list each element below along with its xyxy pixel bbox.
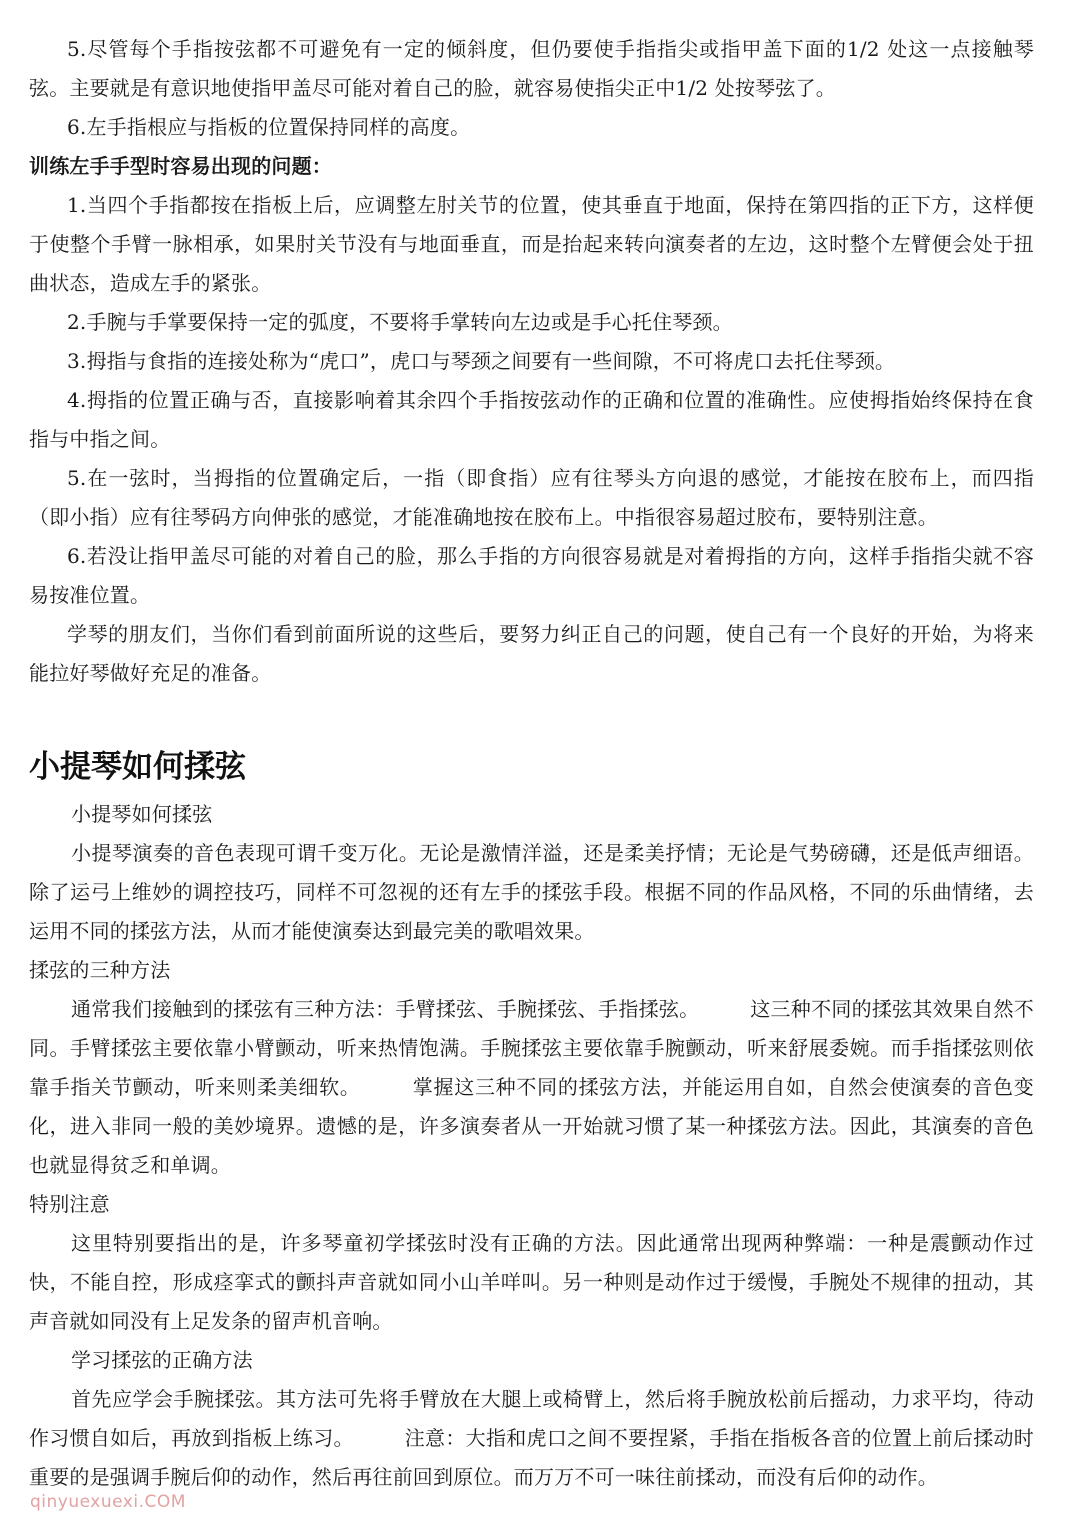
subtitle: 小提琴如何揉弦 bbox=[71, 802, 213, 826]
document-page bbox=[29, 30, 1034, 1497]
problems-title: 训练左手手型时容易出现的问题： bbox=[29, 154, 332, 178]
learn-paragraph: 首先应学会手腕揉弦。其方法可先将手臂放在大腿上或椅臂上，然后将手腕放松前后摇动，力求平均，待动作习惯自如后，再放到指板上练习。 注意：大指和虎口之间不要捏紧，手指在指板各音的位置上前后揉动时重要的是强调手腕后仰的动作，然后再往前回到原位。而万万不可一味往前揉动，而没有后仰的动作。 bbox=[29, 1387, 1034, 1489]
closing-paragraph: 学琴的朋友们，当你们看到前面所说的这些后，要努力纠正自己的问题，使自己有一个良好的开始，为将来能拉好琴做好充足的准备。 bbox=[29, 622, 1034, 685]
problem-item-1: 1.当四个手指都按在指板上后，应调整左肘关节的位置，使其垂直于地面，保持在第四指的正下方，这样便于使整个手臂一脉相承，如果肘关节没有与地面垂直，而是抬起来转向演奏者的左边，这时整个左臂便会处于扭曲状态，造成左手的紧张。 bbox=[29, 193, 1034, 295]
problem-item-2: 2.手腕与手掌要保持一定的弧度，不要将手掌转向左边或是手心托住琴颈。 bbox=[67, 310, 733, 334]
problem-item-4: 4.拇指的位置正确与否，直接影响着其余四个手指按弦动作的正确和位置的准确性。应使拇指始终保持在食指与中指之间。 bbox=[29, 388, 1034, 451]
methods-paragraph: 通常我们接触到的揉弦有三种方法：手臂揉弦、手腕揉弦、手指揉弦。 这三种不同的揉弦其效果自然不同。手臂揉弦主要依靠小臂颤动，听来热情饱满。手腕揉弦主要依靠手腕颤动，听来舒展委婉。而手指揉弦则依靠手指关节颤动，听来则柔美细软。 掌握这三种不同的揉弦方法，并能运用自如，自然会使演奏的音色变化，进入非同一般的美妙境界。遗憾的是，许多演奏者从一开始就习惯了某一种揉弦方法。因此，其演奏的音色也就显得贫乏和单调。 bbox=[29, 997, 1034, 1177]
paragraph-point-5: 5.尽管每个手指按弦都不可避免有一定的倾斜度，但仍要使手指指尖或指甲盖下面的1/2 处这一点接触琴弦。主要就是有意识地使指甲盖尽可能对着自己的脸，就容易使指尖正中1/2 处按琴弦了。 bbox=[29, 37, 1034, 100]
problem-item-3: 3.拇指与食指的连接处称为“虎口”，虎口与琴颈之间要有一些间隙，不可将虎口去托住琴颈。 bbox=[67, 349, 896, 373]
attention-paragraph: 这里特别要指出的是，许多琴童初学揉弦时没有正确的方法。因此通常出现两种弊端：一种是震颤动作过快，不能自控，形成痉挛式的颤抖声音就如同小山羊咩叫。另一种则是动作过于缓慢，手腕处不规律的扭动，其声音就如同没有上足发条的留声机音响。 bbox=[29, 1231, 1034, 1333]
learn-title: 学习揉弦的正确方法 bbox=[71, 1348, 253, 1372]
methods-title: 揉弦的三种方法 bbox=[29, 958, 171, 982]
paragraph-point-6: 6.左手指根应与指板的位置保持同样的高度。 bbox=[67, 115, 471, 139]
site-watermark: qinyuexuexi.COM bbox=[30, 1492, 186, 1512]
attention-title: 特别注意 bbox=[29, 1192, 110, 1216]
problem-item-6: 6.若没让指甲盖尽可能的对着自己的脸，那么手指的方向很容易就是对着拇指的方向，这样手指指尖就不容易按准位置。 bbox=[29, 544, 1034, 607]
intro-paragraph: 小提琴演奏的音色表现可谓千变万化。无论是激情洋溢，还是柔美抒情；无论是气势磅礴，还是低声细语。除了运弓上维妙的调控技巧，同样不可忽视的还有左手的揉弦手段。根据不同的作品风格，不同的乐曲情绪，去运用不同的揉弦方法，从而才能使演奏达到最完美的歌唱效果。 bbox=[29, 841, 1034, 943]
section-heading: 小提琴如何揉弦 bbox=[29, 749, 246, 785]
problem-item-5: 5.在一弦时，当拇指的位置确定后，一指（即食指）应有往琴头方向退的感觉，才能按在胶布上，而四指（即小指）应有往琴码方向伸张的感觉，才能准确地按在胶布上。中指很容易超过胶布，要特别注意。 bbox=[29, 466, 1034, 529]
